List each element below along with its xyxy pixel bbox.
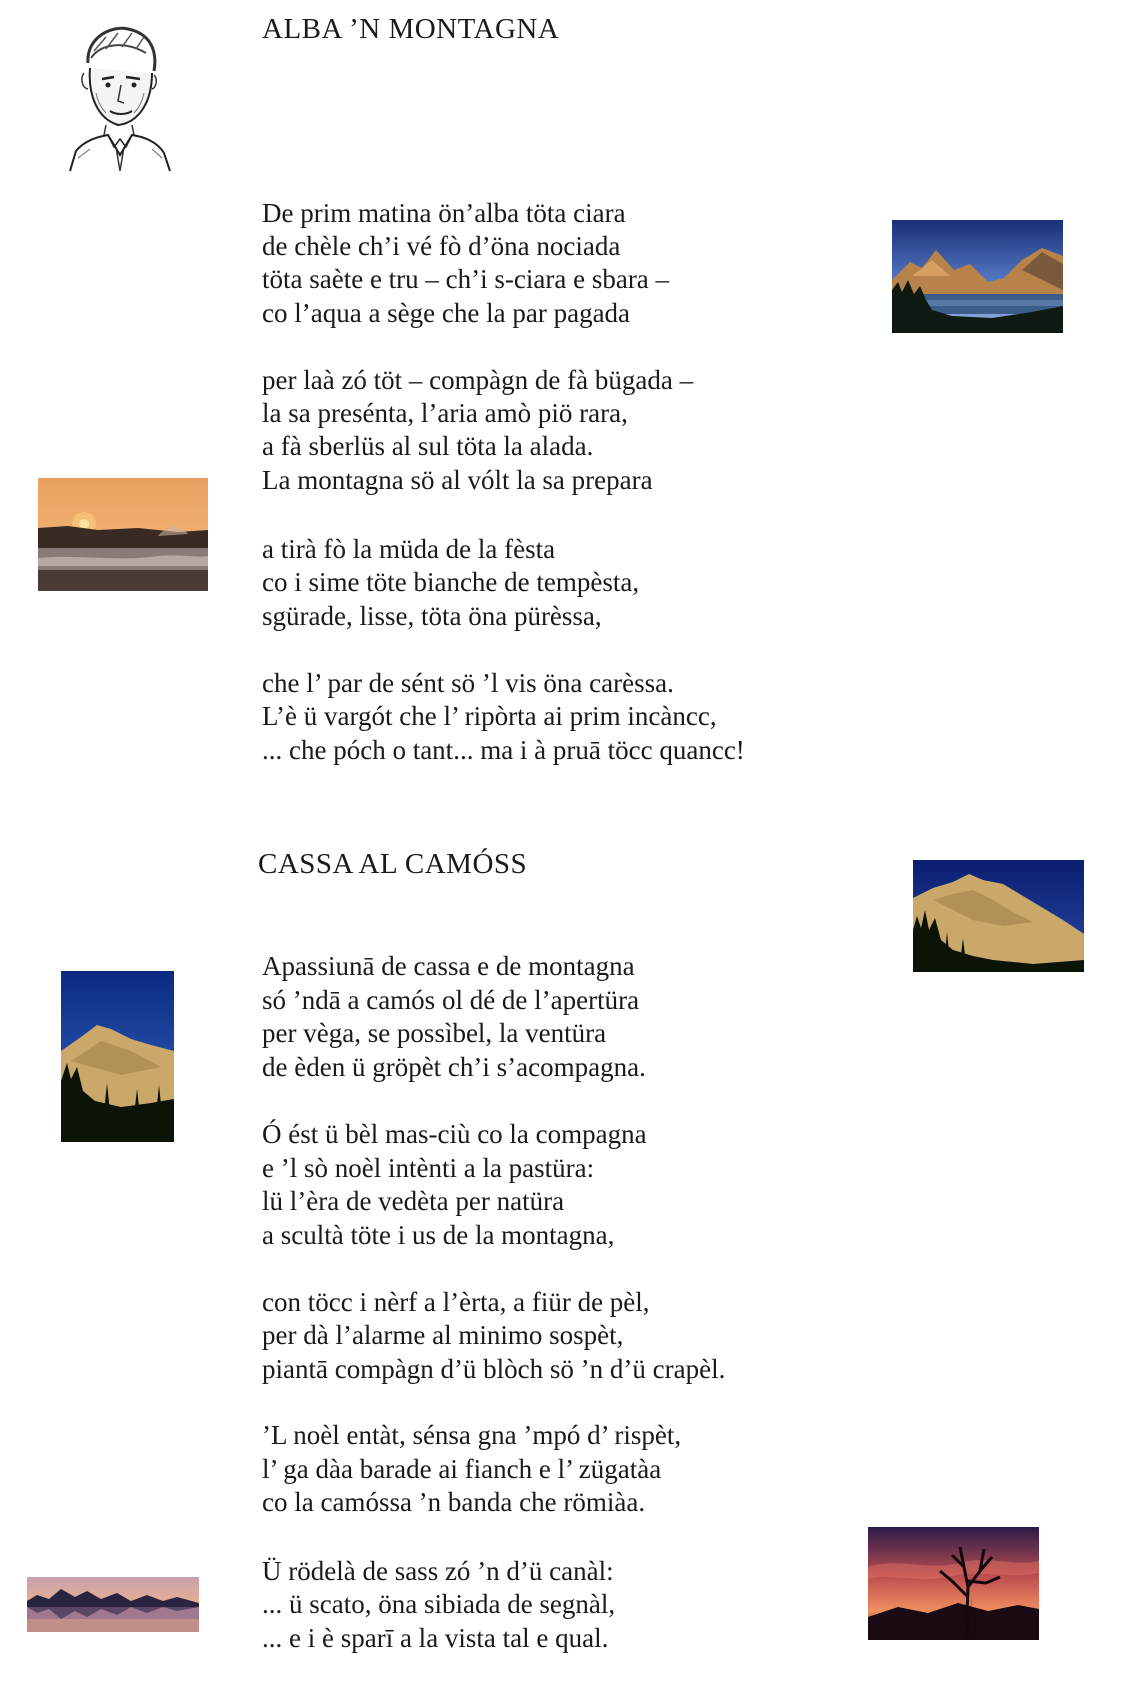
poem1-line: de chèle ch’i vé fò d’öna nociada <box>262 231 621 261</box>
poem2-line: Ó ést ü bèl mas-ciù co la compagna <box>262 1119 647 1149</box>
poem1-title: ALBA ’N MONTAGNA <box>262 13 560 45</box>
poem2-line: ... ü scato, öna sibiada de segnàl, <box>262 1589 616 1619</box>
poem1-line: De prim matina ön’alba töta ciara <box>262 198 626 228</box>
poem2-line: Ü rödelà de sass zó ’n d’ü canàl: <box>262 1556 614 1586</box>
poem2-line: Apassiunā de cassa e de montagna <box>262 951 635 981</box>
poem1-line: sgürade, lisse, töta öna pürèssa, <box>262 601 602 631</box>
cliff-forest-portrait-photo <box>61 971 174 1142</box>
poem2-line: ... e i è sparī a la vista tal e qual. <box>262 1623 609 1653</box>
author-portrait-sketch <box>66 23 174 171</box>
dead-tree-sunset-photo <box>868 1527 1039 1640</box>
poem1-line: töta saète e tru – ch’i s-ciara e sbara – <box>262 264 670 294</box>
poem2-line: lü l’èra de vedèta per natüra <box>262 1186 565 1216</box>
poem1-line: a tirà fò la müda de la fèsta <box>262 534 556 564</box>
poem2-line: co la camóssa ’n banda che römiàa. <box>262 1487 646 1517</box>
poem2-line: l’ ga dàa barade ai fianch e l’ zügatàa <box>262 1454 662 1484</box>
poem1-line: co i sime töte bianche de tempèsta, <box>262 567 640 597</box>
poem2-line: ’L noèl entàt, sénsa gna ’mpó d’ rispèt, <box>262 1420 682 1450</box>
poem1-line: La montagna sö al vólt la sa prepara <box>262 465 653 495</box>
poem1-line: la sa preséntа, l’aria amò piö rara, <box>262 398 628 428</box>
cliff-forest-photo <box>913 860 1084 972</box>
poem2-line: per vèga, se possìbel, la ventüra <box>262 1018 607 1048</box>
poem2-line: per dà l’alarme al minimo sospèt, <box>262 1320 624 1350</box>
poem2-title: CASSA AL CAMÓSS <box>258 848 528 880</box>
poem2-line: e ’l sò noèl intènti a la pastüra: <box>262 1153 595 1183</box>
poem1-line: a fà sberlüs al sul töta la alada. <box>262 431 594 461</box>
poem2-line: piantā compàgn d’ü blòch sö ’n d’ü crapèl. <box>262 1354 726 1384</box>
poem2-line: só ’ndā a camós ol dé de l’apertüra <box>262 985 640 1015</box>
poem1-line: co l’aqua a sège che la par pagada <box>262 298 631 328</box>
poem1-line: L’è ü vargót che l’ ripòrta ai prim incàncc, <box>262 701 717 731</box>
poem1-line: per laà zó töt – compàgn de fà bügada – <box>262 365 694 395</box>
poem2-line: de èden ü gröpèt ch’i s’acompagna. <box>262 1052 646 1082</box>
mountain-reflection-panorama-photo <box>27 1577 199 1632</box>
poem1-line: che l’ par de sént sö ’l vis öna carèssa. <box>262 668 674 698</box>
poem1-line: ... che póch o tant... ma i à pruā töcc quancc! <box>262 735 745 765</box>
poem2-line: con töcc i nèrf a l’èrta, a fiür de pèl, <box>262 1287 650 1317</box>
poem2-line: a scultà töte i us de la montagna, <box>262 1220 615 1250</box>
sunrise-river-photo <box>38 478 208 591</box>
mountain-lake-photo <box>892 220 1063 333</box>
